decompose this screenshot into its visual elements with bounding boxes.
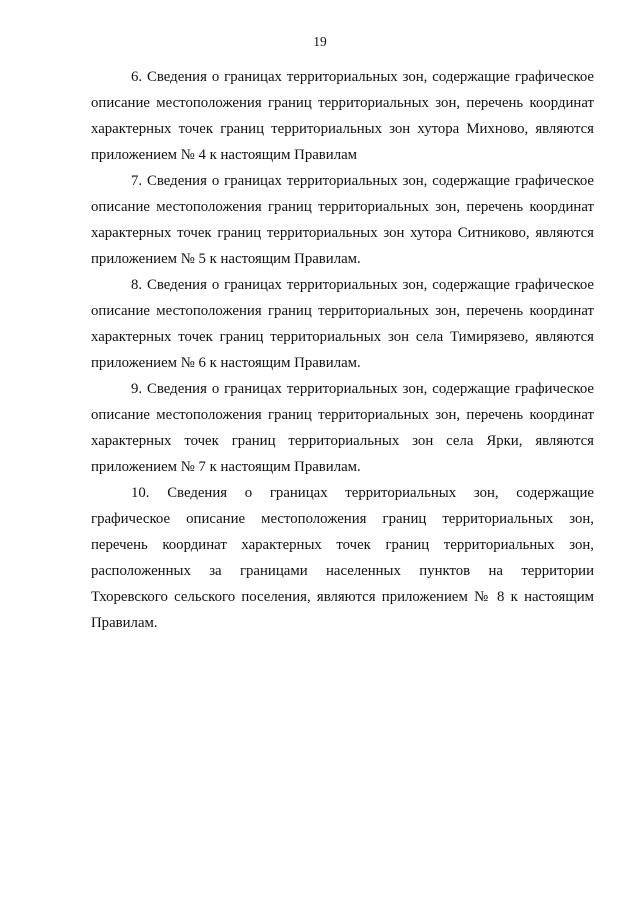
paragraph-7 — [91, 168, 594, 272]
paragraph-line: расположенных за границами населенных пунктов на территории — [91, 563, 594, 579]
paragraph-line: 8. Сведения о границах территориальных зон, содержащие графическое — [131, 277, 594, 293]
paragraph-line: приложением № 5 к настоящим Правилам. — [91, 251, 361, 267]
paragraph-line: описание местоположения границ территориальных зон, перечень координат — [91, 95, 594, 111]
paragraph-9 — [91, 376, 594, 480]
paragraph-line: характерных точек границ территориальных зон села Ярки, являются — [91, 433, 594, 449]
paragraph-line: описание местоположения границ территориальных зон, перечень координат — [91, 407, 594, 423]
paragraph-line: описание местоположения границ территориальных зон, перечень координат — [91, 303, 594, 319]
paragraph-line: 9. Сведения о границах территориальных зон, содержащие графическое — [131, 381, 594, 397]
paragraph-8 — [91, 272, 594, 376]
paragraph-line: Правилам. — [91, 615, 158, 631]
paragraph-line: перечень координат характерных точек границ территориальных зон, — [91, 537, 594, 553]
paragraph-line: 7. Сведения о границах территориальных зон, содержащие графическое — [131, 173, 594, 189]
paragraph-line: характерных точек границ территориальных зон хутора Ситниково, являются — [91, 225, 594, 241]
paragraph-line: 10. Сведения о границах территориальных зон, содержащие — [131, 485, 594, 501]
paragraph-6 — [91, 64, 594, 168]
paragraph-line: описание местоположения границ территориальных зон, перечень координат — [91, 199, 594, 215]
paragraph-line: Тхоревского сельского поселения, являются приложением № 8 к настоящим — [91, 589, 594, 605]
paragraph-10 — [91, 480, 594, 636]
paragraph-line: графическое описание местоположения границ территориальных зон, — [91, 511, 594, 527]
paragraph-line: приложением № 6 к настоящим Правилам. — [91, 355, 361, 371]
paragraph-line: характерных точек границ территориальных зон села Тимирязево, являются — [91, 329, 594, 345]
paragraph-line: характерных точек границ территориальных зон хутора Михново, являются — [91, 121, 594, 137]
paragraph-line: приложением № 7 к настоящим Правилам. — [91, 459, 361, 475]
document-body — [91, 64, 594, 636]
paragraph-line: 6. Сведения о границах территориальных зон, содержащие графическое — [131, 69, 594, 85]
page-number: 19 — [313, 34, 327, 49]
paragraph-line: приложением № 4 к настоящим Правилам — [91, 147, 358, 163]
